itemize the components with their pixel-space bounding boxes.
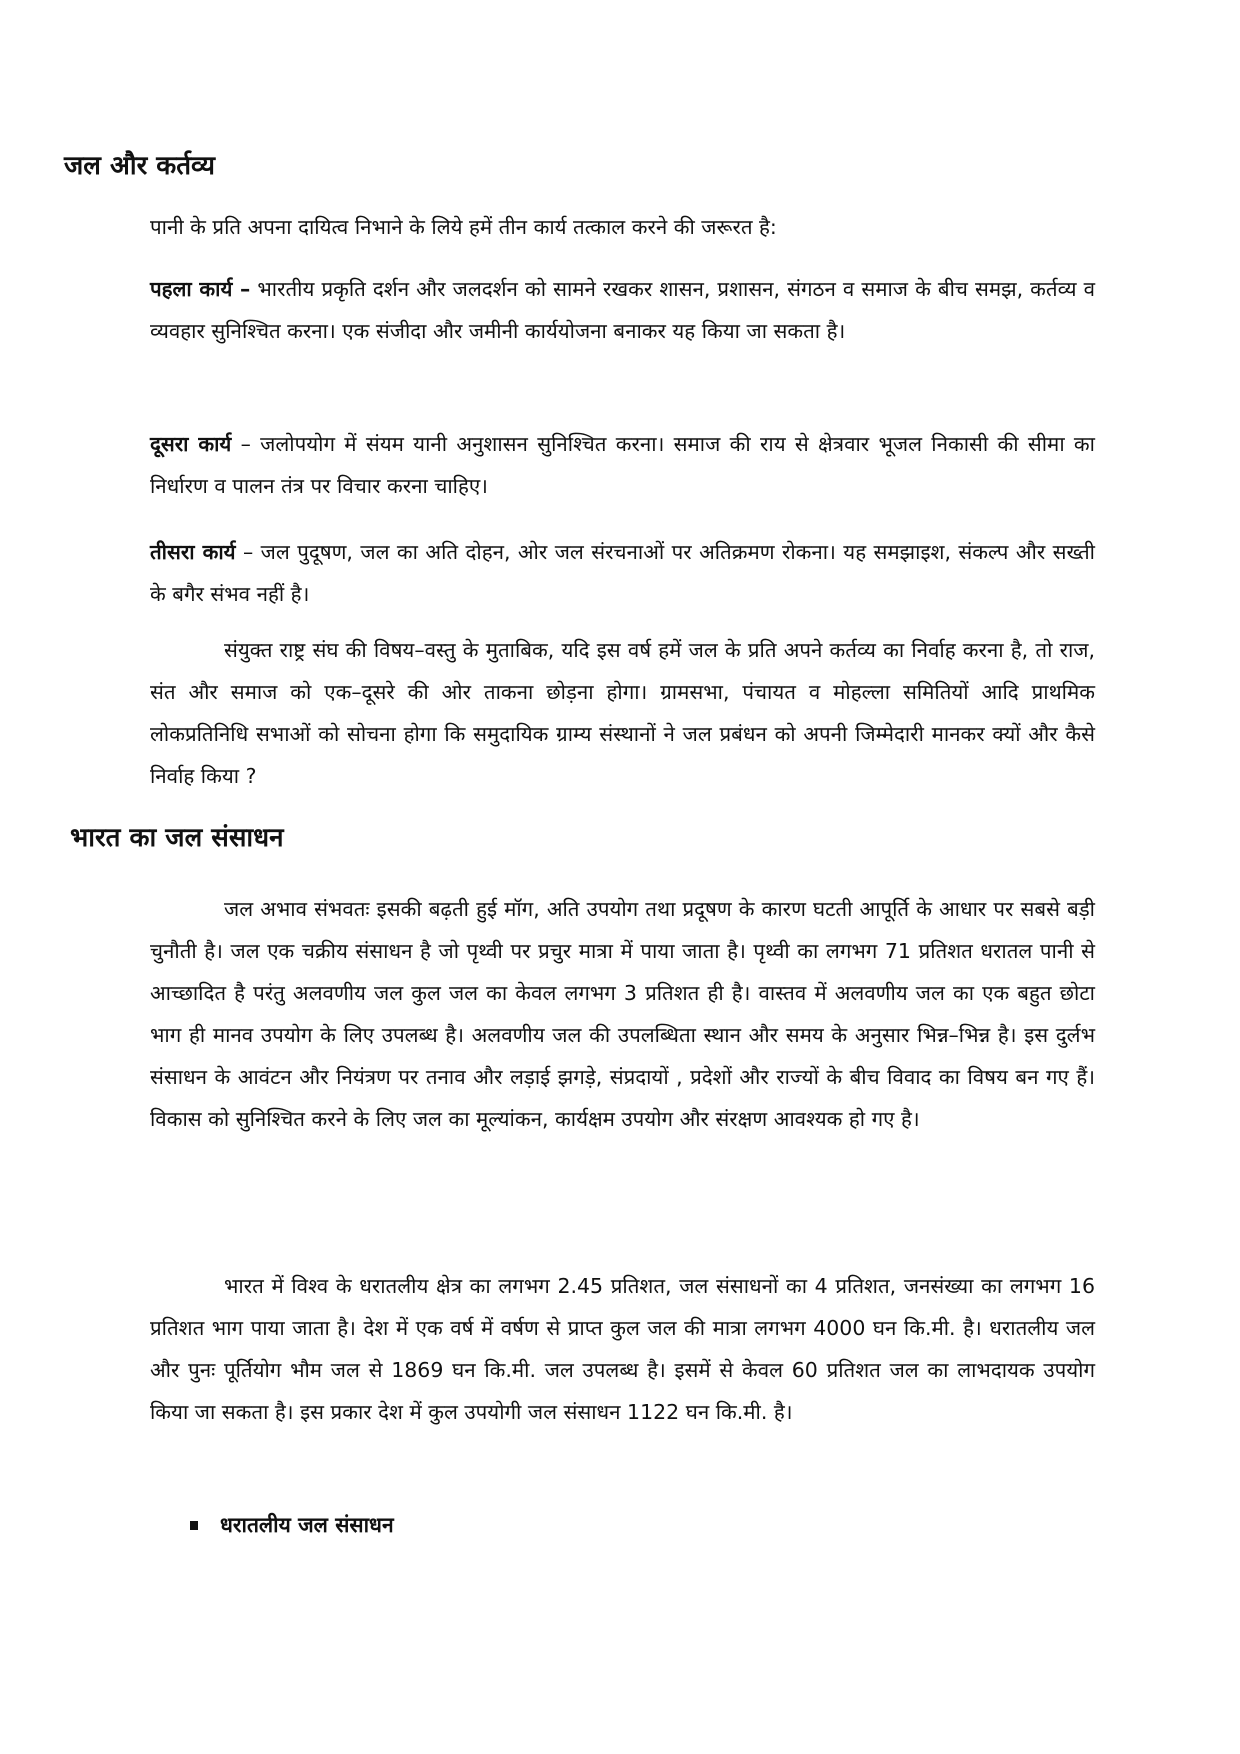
first-task-paragraph (150, 268, 1095, 352)
first-task-text: भारतीय प्रकृति दर्शन और जलदर्शन को सामने रखकर शासन, प्रशासन, संगठन व समाज के बीच समझ, कर्तव्य व व्यवहार सुनिश्चित करना। एक संजीदा और जमीनी कार्ययोजना बनाकर यह किया जा सकता है। (150, 277, 1095, 343)
india-water-stats-paragraph: भारत में विश्व के धरातलीय क्षेत्र का लगभग 2.45 प्रतिशत, जल संसाधनों का 4 प्रतिशत, जनसंख्या का लगभग 16 प्रतिशत भाग पाया जाता है। देश में एक वर्ष में वर्षण से प्राप्त कुल जल की मात्रा लगभग 4000 घन कि.मी. है। धरातलीय जल और पुनः पूर्तियोग भौम जल से 1869 घन कि.मी. जल उपलब्ध है। इसमें से केवल 60 प्रतिशत जल का लाभदायक उपयोग किया जा सकता है। इस प्रकार देश में कुल उपयोगी जल संसाधन 1122 घन कि.मी. है। (150, 1274, 1095, 1424)
square-bullet-icon (190, 1521, 198, 1530)
first-task-label: पहला कार्य – (150, 277, 251, 301)
second-task-paragraph (150, 423, 1095, 507)
third-task-text: – जल पुदूषण, जल का अति दोहन, ओर जल संरचनाओं पर अतिक्रमण रोकना। यह समझाइश, संकल्प और सख्ती के बगैर संभव नहीं है। (150, 540, 1095, 606)
un-theme-paragraph: संयुक्त राष्ट्र संघ की विषय–वस्तु के मुताबिक, यदि इस वर्ष हमें जल के प्रति अपने कर्तव्य का निर्वाह करना है, तो राज, संत और समाज को एक–दूसरे की ओर ताकना छोड़ना होगा। ग्रामसभा, पंचायत व मोहल्ला समितियों आदि प्राथमिक लोकप्रतिनिधि सभाओं को सोचना होगा कि समुदायिक ग्राम्य संस्थानों ने जल प्रबंधन को अपनी जिम्मेदारी मानकर क्यों और कैसे निर्वाह किया ? (150, 638, 1095, 788)
second-task-label: दूसरा कार्य (150, 432, 232, 456)
water-scarcity-paragraph: जल अभाव संभवतः इसकी बढ़ती हुई मॉग, अति उपयोग तथा प्रदूषण के कारण घटती आपूर्ति के आधार पर सबसे बड़ी चुनौती है। जल एक चक्रीय संसाधन है जो पृथ्वी पर प्रचुर मात्रा में पाया जाता है। पृथ्वी का लगभग 71 प्रतिशत धरातल पानी से आच्छादित है परंतु अलवणीय जल कुल जल का केवल लगभग 3 प्रतिशत ही है। वास्तव में अलवणीय जल का एक बहुत छोटा भाग ही मानव उपयोग के लिए उपलब्ध है। अलवणीय जल की उपलब्धिता स्थान और समय के अनुसार भिन्न–भिन्न है। इस दुर्लभ संसाधन के आवंटन और नियंत्रण पर तनाव और लड़ाई झगड़े, संप्रदायों , प्रदेशों और राज्यों के बीच विवाद का विषय बन गए हैं। विकास को सुनिश्चित करने के लिए जल का मूल्यांकन, कार्यक्षम उपयोग और संरक्षण आवश्यक हो गए है। (150, 897, 1095, 1131)
section-heading-india-water-resources: भारत का जल संसाधन (70, 823, 284, 853)
third-task-paragraph (150, 531, 1095, 615)
section-heading-water-duty: जल और कर्तव्य (64, 151, 216, 181)
bullet-item-surface-water (190, 1510, 394, 1540)
second-task-text: – जलोपयोग में संयम यानी अनुशासन सुनिश्चित करना। समाज की राय से क्षेत्रवार भूजल निकासी की सीमा का निर्धारण व पालन तंत्र पर विचार करना चाहिए। (150, 432, 1095, 498)
third-task-label: तीसरा कार्य (150, 540, 236, 564)
intro-paragraph: पानी के प्रति अपना दायित्व निभाने के लिये हमें तीन कार्य तत्काल करने की जरूरत है: (150, 215, 777, 239)
bullet-item-label: धरातलीय जल संसाधन (220, 1513, 394, 1537)
